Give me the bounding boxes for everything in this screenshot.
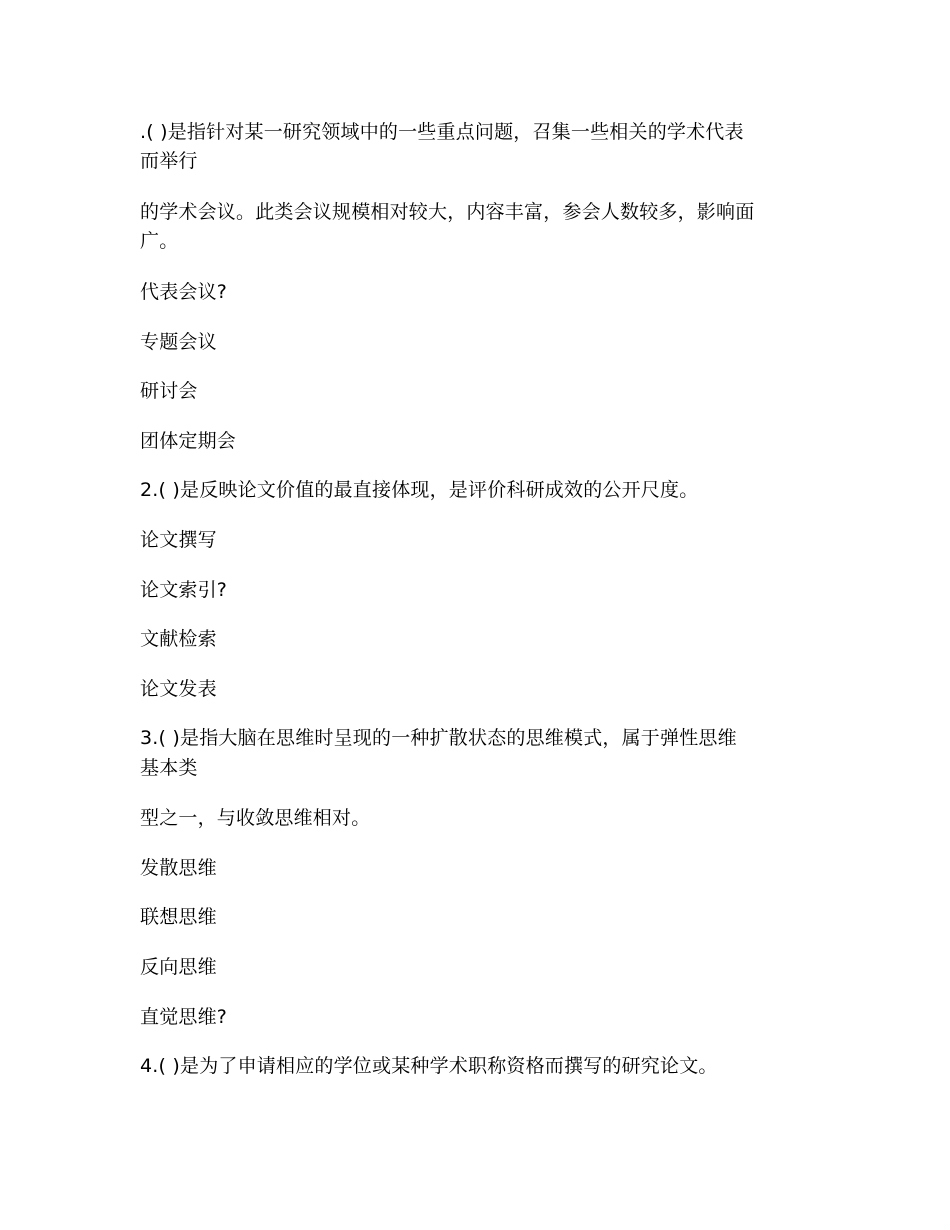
option-line: 反向思维: [140, 956, 217, 978]
option-line: 论文撰写: [140, 529, 217, 551]
question-line: 4.( )是为了申请相应的学位或某种学术职称资格而撰写的研究论文。: [140, 1055, 718, 1077]
option-line: 代表会议?: [140, 281, 228, 303]
question-line: 2.( )是反映论文价值的最直接体现，是评价科研成效的公开尺度。: [140, 479, 699, 501]
text-line: 的学术会议。此类会议规模相对较大，内容丰富，参会人数较多，影响面: [140, 201, 755, 223]
option-line: 联想思维: [140, 906, 217, 928]
question-line: 3.( )是指大脑在思维时呈现的一种扩散状态的思维模式，属于弹性思维: [140, 727, 737, 749]
option-line: 发散思维: [140, 857, 217, 879]
text-line: 基本类: [140, 757, 198, 779]
text-line: 型之一，与收敛思维相对。: [140, 807, 371, 829]
option-line: 论文索引?: [140, 579, 228, 601]
text-line: 广。: [140, 230, 179, 252]
option-line: 文献检索: [140, 628, 217, 650]
option-line: 直觉思维?: [140, 1006, 228, 1028]
text-line: .( )是指针对某一研究领域中的一些重点问题，召集一些相关的学术代表: [140, 121, 744, 143]
option-line: 论文发表: [140, 678, 217, 700]
option-line: 研讨会: [140, 380, 198, 402]
text-line: 而举行: [140, 150, 198, 172]
option-line: 专题会议: [140, 331, 217, 353]
option-line: 团体定期会: [140, 430, 237, 452]
